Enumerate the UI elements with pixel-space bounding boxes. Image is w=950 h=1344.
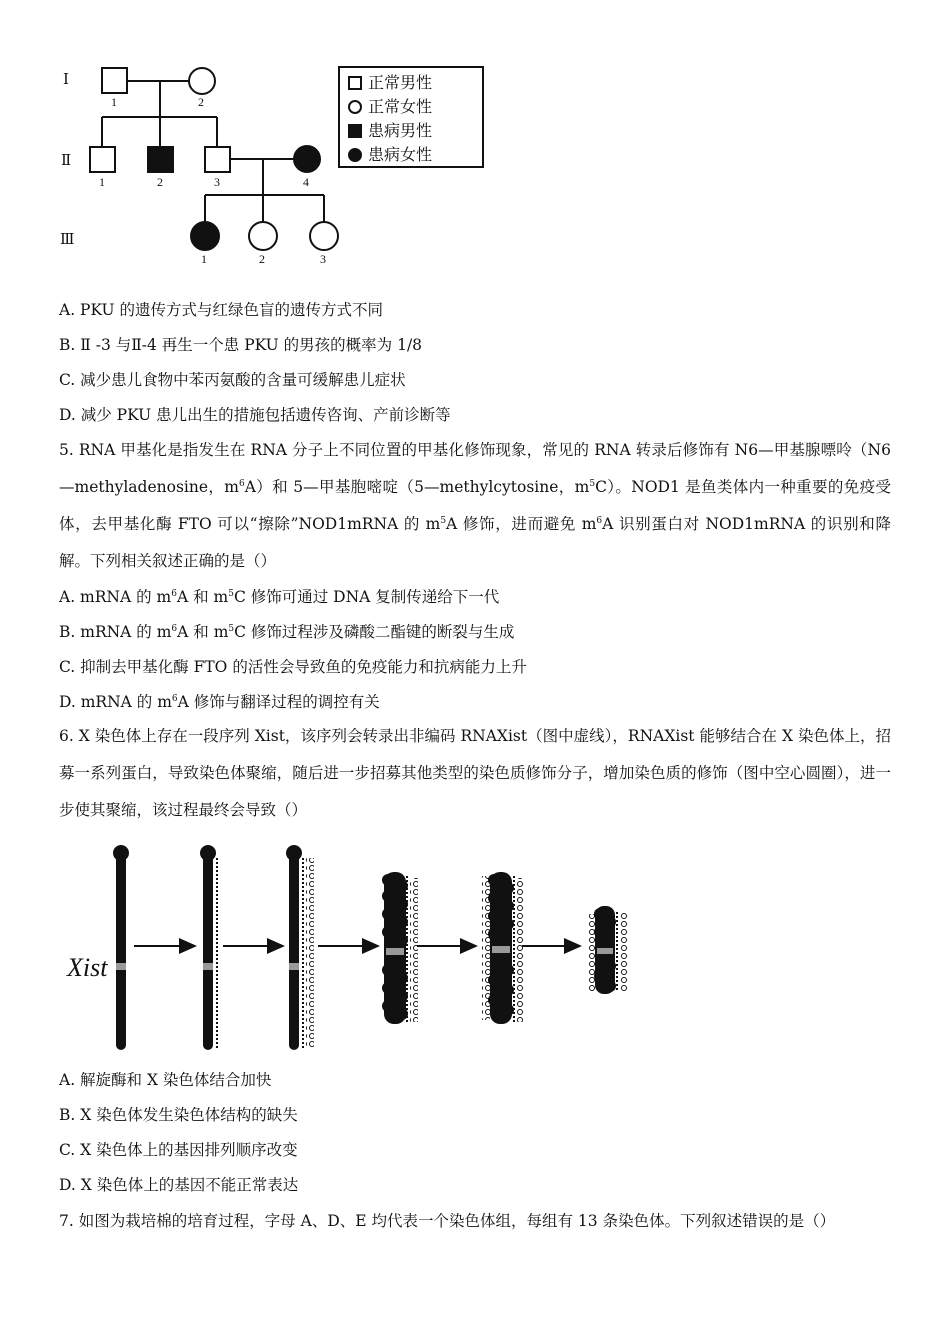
normal-male-icon	[348, 76, 362, 90]
individual-number: 2	[259, 252, 265, 266]
q4-option-d: D. 减少 PKU 患儿出生的措施包括遗传咨询、产前诊断等	[59, 406, 451, 424]
chromosome-stage-6	[587, 906, 627, 994]
pedigree-I-1	[102, 68, 127, 93]
legend-row-affected-female	[348, 146, 432, 164]
affected-female-icon	[348, 148, 362, 162]
q5-option-c: C. 抑制去甲基化酶 FTO 的活性会导致鱼的免疫能力和抗病能力上升	[59, 658, 527, 676]
q5-stem: 5. RNA 甲基化是指发生在 RNA 分子上不同位置的甲基化修饰现象，常见的 RNA 转录后修饰有 N6—甲基腺嘌呤（N6—methyladenosine，$m^6A$）和 5—甲基胞嘧啶（5—methylcytosine，$m^5C$）。NOD1 是鱼类体内一种重要的免疫受体，去甲基化酶 FTO 可以“擦除”NOD1mRNA 的 $m^5A$ 修饰，进而避免 $m^6A$ 识别蛋白对 NOD1mRNA 的识别和降解。下列相关叙述正确的是（）	[59, 441, 891, 570]
q4-option-c: C. 减少患儿食物中苯丙氨酸的含量可缓解患儿症状	[59, 371, 406, 389]
q6-option-b: B. X 染色体发生染色体结构的缺失	[59, 1106, 298, 1124]
q4-option-a: A. PKU 的遗传方式与红绿色盲的遗传方式不同	[59, 301, 383, 319]
legend-row-affected-male	[348, 122, 432, 140]
individual-number: 4	[303, 175, 309, 189]
pedigree-legend	[338, 66, 484, 168]
pedigree-II-2	[148, 147, 173, 172]
normal-female-icon	[348, 100, 362, 114]
chromosome-stage-2	[200, 845, 217, 1050]
individual-number: 3	[320, 252, 326, 266]
chromosome-stage-4	[382, 872, 418, 1024]
affected-male-icon	[348, 124, 362, 138]
pedigree-chart	[55, 55, 355, 275]
individual-number: 2	[198, 95, 204, 109]
q5-option-b: B. mRNA 的 $m^6A$ 和 $m^5C$ 修饰过程涉及磷酸二酯键的断裂与生成	[59, 623, 515, 641]
pedigree-II-4	[294, 146, 320, 172]
pedigree-I-2	[189, 68, 215, 94]
generation-label-I: Ⅰ	[63, 72, 69, 88]
q7-stem: 7. 如图为栽培棉的培育过程，字母 A、D、E 均代表一个染色体组，每组有 13 条染色体。下列叙述错误的是（）	[59, 1212, 836, 1230]
q4-option-b: B. Ⅱ -3 与Ⅱ-4 再生一个患 PKU 的男孩的概率为 1/8	[59, 336, 423, 354]
chromosome-stage-5	[482, 872, 525, 1024]
chromosome-stage-3	[286, 845, 314, 1050]
pedigree-III-3	[310, 222, 338, 250]
xist-label: Xist	[67, 953, 108, 982]
q6-option-a: A. 解旋酶和 X 染色体结合加快	[59, 1071, 272, 1089]
individual-number: 1	[111, 95, 117, 109]
individual-number: 1	[99, 175, 105, 189]
chromosome-diagram	[60, 840, 660, 1060]
generation-label-III: Ⅲ	[60, 232, 75, 248]
q6-option-d: D. X 染色体上的基因不能正常表达	[59, 1176, 299, 1194]
q5-option-d: D. mRNA 的 $m^6A$ 修饰与翻译过程的调控有关	[59, 693, 380, 711]
legend-row-normal-female	[348, 98, 432, 116]
pedigree-III-1	[191, 222, 219, 250]
q6-option-c: C. X 染色体上的基因排列顺序改变	[59, 1141, 298, 1159]
pedigree-II-1	[90, 147, 115, 172]
legend-row-normal-male	[348, 74, 432, 92]
generation-label-II: Ⅱ	[61, 153, 72, 169]
legend-label: 患病女性	[368, 145, 433, 164]
legend-label: 正常男性	[368, 73, 433, 92]
pedigree-figure	[55, 55, 355, 275]
pedigree-III-2	[249, 222, 277, 250]
q5-option-a: A. mRNA 的 $m^6A$ 和 $m^5C$ 修饰可通过 DNA 复制传递给下一代	[59, 588, 500, 606]
xist-figure	[60, 840, 660, 1060]
individual-number: 1	[201, 252, 207, 266]
individual-number: 3	[214, 175, 220, 189]
pedigree-II-3	[205, 147, 230, 172]
individual-number: 2	[157, 175, 163, 189]
q6-stem: 6. X 染色体上存在一段序列 Xist，该序列会转录出非编码 RNAXist（图中虚线），RNAXist 能够结合在 X 染色体上，招募一系列蛋白，导致染色体聚缩，随后进一步招募其他类型的染色质修饰分子，增加染色质的修饰（图中空心圆圈），进一步使其聚缩，该过程最终会导致（）	[59, 727, 891, 819]
legend-label: 患病男性	[368, 121, 433, 140]
chromosome-stage-1	[113, 845, 129, 1050]
legend-label: 正常女性	[368, 97, 433, 116]
